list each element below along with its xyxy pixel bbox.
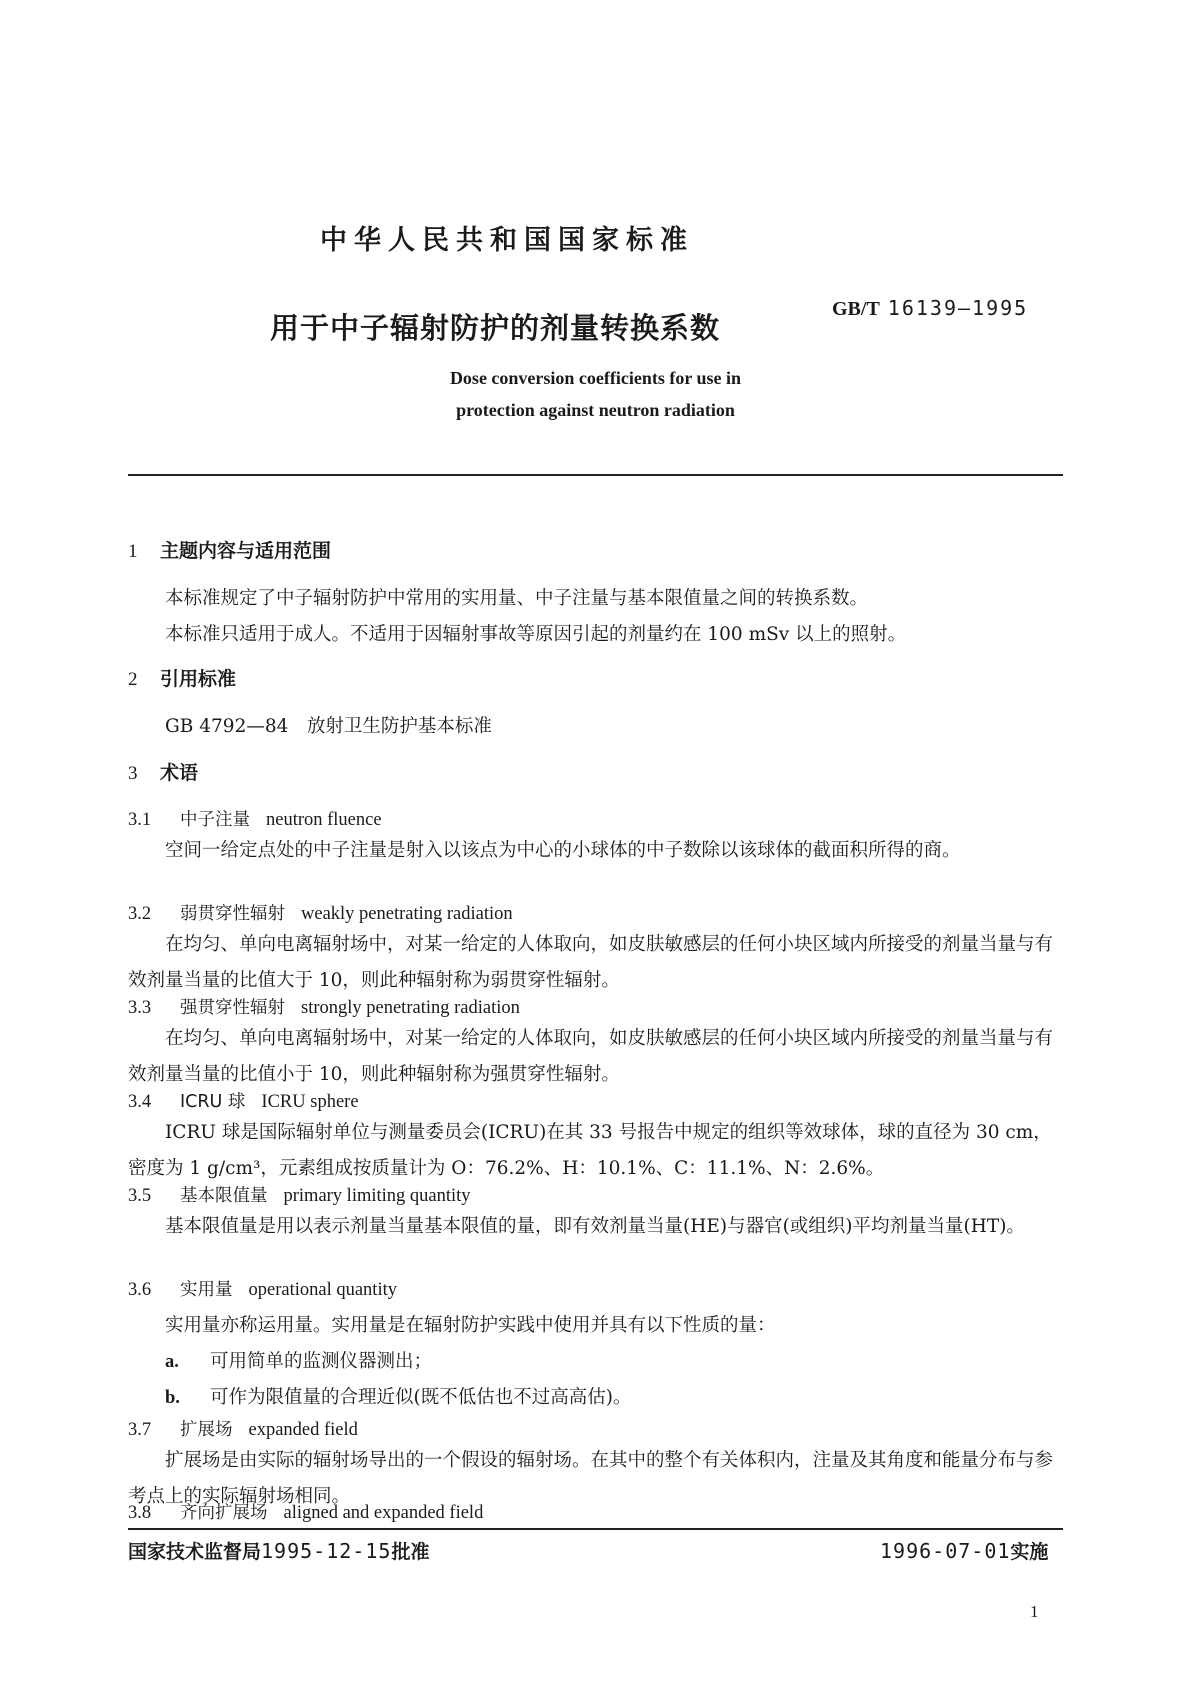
term-3-2-definition: 在均匀、单向电离辐射场中，对某一给定的人体取向，如皮肤敏感层的任何小块区域内所接受的剂量当量与有效剂量当量的比值大于 10，则此种辐射称为弱贯穿性辐射。 [128,934,1054,991]
section-1-heading [128,536,331,563]
section-number: 2 [128,669,138,690]
list-marker: b. [165,1388,180,1408]
term-en: strongly penetrating radiation [301,998,520,1018]
term-number: 3.2 [128,904,152,924]
term-zh: 齐向扩展场 [180,1503,268,1523]
term-3-3-heading [128,994,520,1019]
page-number: 1 [1030,1602,1039,1621]
term-number: 3.4 [128,1092,152,1112]
approval-line [128,1537,429,1564]
term-number: 3.3 [128,998,152,1018]
term-3-4-heading [128,1088,359,1113]
term-3-5-heading [128,1182,471,1207]
term-en: weakly penetrating radiation [301,904,513,924]
term-en: ICRU sphere [261,1092,359,1112]
section-2-heading [128,664,236,691]
footer-divider [128,1528,1063,1530]
term-number: 3.5 [128,1186,152,1206]
term-3-8-heading [128,1499,483,1524]
approver: 国家技术监督局 [128,1541,262,1563]
term-zh: 实用量 [180,1280,233,1300]
standard-code-number: 16139—1995 [887,296,1029,320]
term-zh: ICRU 球 [180,1092,246,1112]
section-1-paragraph-1: 本标准规定了中子辐射防护中常用的实用量、中子注量与基本限值量之间的转换系数。 [165,588,869,609]
section-title: 主题内容与适用范围 [160,540,332,562]
document-title-zh: 用于中子辐射防护的剂量转换系数 [270,311,721,345]
effective-date: 1996-07-01 [880,1539,1011,1563]
term-zh: 弱贯穿性辐射 [180,904,285,924]
standard-code [832,296,1028,321]
term-3-1-heading [128,806,382,831]
list-text: 可作为限值量的合理近似(既不低估也不过高高估)。 [210,1387,632,1408]
approval-date: 1995-12-15 [261,1539,392,1563]
term-3-5-definition: 基本限值量是用以表示剂量当量基本限值的量，即有效剂量当量(HE)与器官(或组织)平均剂量当量(HT)。 [165,1216,1025,1237]
list-marker: a. [165,1352,179,1372]
effective-suffix: 实施 [1010,1541,1049,1563]
term-3-1-definition: 空间一给定点处的中子注量是射入以该点为中心的小球体的中子数除以该球体的截面积所得的商。 [165,840,961,861]
list-text: 可用简单的监测仪器测出； [210,1351,433,1372]
section-number: 1 [128,541,138,562]
section-title: 引用标准 [160,668,237,690]
term-number: 3.1 [128,810,152,830]
document-title-en-line2: protection against neutron radiation [456,400,735,420]
section-3-heading [128,758,198,785]
list-item [165,1383,631,1409]
section-number: 3 [128,763,138,784]
section-1-paragraph-2: 本标准只适用于成人。不适用于因辐射事故等原因引起的剂量约在 100 mSv 以上的照射。 [165,624,907,645]
term-en: neutron fluence [266,810,382,830]
term-zh: 中子注量 [180,810,250,830]
term-3-2-heading [128,900,513,925]
term-en: expanded field [248,1420,358,1440]
referenced-standard: GB 4792—84 放射卫生防护基本标准 [165,716,492,737]
term-3-7-definition: 扩展场是由实际的辐射场导出的一个假设的辐射场。在其中的整个有关体积内，注量及其角度和能量分布与参考点上的实际辐射场相同。 [128,1450,1054,1507]
term-en: aligned and expanded field [283,1503,484,1523]
term-en: primary limiting quantity [283,1186,471,1206]
term-en: operational quantity [248,1280,397,1300]
term-zh: 强贯穿性辐射 [180,998,285,1018]
term-3-6-heading [128,1276,397,1301]
approval-suffix: 批准 [391,1541,430,1563]
term-3-3-definition: 在均匀、单向电离辐射场中，对某一给定的人体取向，如皮肤敏感层的任何小块区域内所接受的剂量当量与有效剂量当量的比值小于 10，则此种辐射称为强贯穿性辐射。 [128,1028,1054,1085]
standard-code-prefix: GB/T [832,298,880,320]
section-title: 术语 [160,762,199,784]
list-item [165,1347,432,1373]
term-3-4-definition: ICRU 球是国际辐射单位与测量委员会(ICRU)在其 33 号报告中规定的组织等效球体，球的直径为 30 cm，密度为 1 g/cm³，元素组成按质量计为 O：76.2%、H：10.1%、C：11.1%、N：2.6%。 [128,1122,1052,1179]
term-zh: 基本限值量 [180,1186,268,1206]
country-standard-heading: 中华人民共和国国家标准 [320,225,694,256]
document-title-en-line1: Dose conversion coefficients for use in [449,368,742,388]
header-divider [128,474,1063,476]
term-number: 3.6 [128,1280,152,1300]
term-number: 3.8 [128,1503,152,1523]
term-3-6-definition: 实用量亦称运用量。实用量是在辐射防护实践中使用并具有以下性质的量： [165,1315,776,1336]
term-3-7-heading [128,1416,358,1441]
term-zh: 扩展场 [180,1420,233,1440]
term-number: 3.7 [128,1420,152,1440]
effective-line [880,1537,1048,1564]
